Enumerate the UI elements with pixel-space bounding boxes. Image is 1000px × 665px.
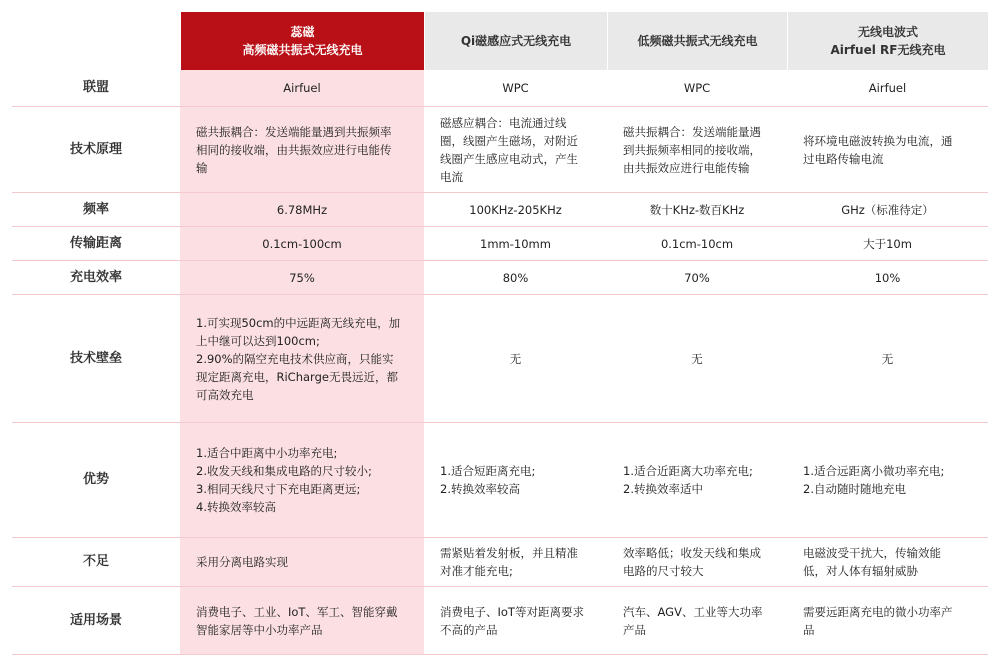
cell-text-line: 磁共振耦合：发送端能量遇 xyxy=(623,124,761,139)
row-label-shortcoming: 不足 xyxy=(12,538,180,587)
cell-advantage-main xyxy=(180,423,424,538)
header-main-line-1: 蕊磁 xyxy=(290,25,315,39)
cell-text-line: 低，对人体有辐射威胁 xyxy=(803,564,918,578)
cell-text-line: 输 xyxy=(196,160,208,175)
cell-text-line: 不高的产品 xyxy=(440,622,498,637)
cell-text-line: 消费电子、IoT等对距离要求 xyxy=(440,604,584,619)
cell-text-line: 圈，线圈产生磁场，对附近 xyxy=(440,133,578,148)
cell-barrier-low: 无 xyxy=(607,295,787,423)
cell-text-line: 品 xyxy=(803,622,815,637)
cell-text-line: 电磁波受干扰大，传输效能 xyxy=(803,546,941,560)
row-application-scenario xyxy=(12,587,988,655)
wireless-charging-comparison-table xyxy=(12,12,988,655)
cell-text-line: 1.适合中距离中小功率充电; xyxy=(196,446,338,460)
cell-text-line: 汽车、AGV、工业等大功率 xyxy=(623,604,763,619)
cell-text-line: 1.适合短距离充电; xyxy=(440,464,536,478)
cell-text-line: 线圈产生感应电动式，产生 xyxy=(440,151,578,166)
cell-text-line: 可高效充电 xyxy=(196,387,254,402)
cell-advantage-rf xyxy=(787,423,988,538)
cell-alliance-rf: Airfuel xyxy=(787,70,988,107)
cell-text-line: 需要远距离充电的微小功率产 xyxy=(803,604,953,619)
cell-text-line: 2.转换效率较高 xyxy=(440,482,520,496)
header-main-line-2: 高频磁共振式无线充电 xyxy=(242,43,363,57)
cell-frequency-rf: GHz（标准待定） xyxy=(787,193,988,227)
row-technical-barrier xyxy=(12,295,988,423)
cell-scenario-low xyxy=(607,587,787,655)
cell-shortcoming-low xyxy=(607,538,787,587)
row-label-distance: 传输距离 xyxy=(12,227,180,261)
cell-distance-low: 0.1cm-10cm xyxy=(607,227,787,261)
row-label-efficiency: 充电效率 xyxy=(12,261,180,295)
cell-advantage-low xyxy=(607,423,787,538)
row-advantage xyxy=(12,423,988,538)
header-rf-line-1: 无线电波式 xyxy=(857,25,918,39)
row-alliance xyxy=(12,70,988,107)
cell-frequency-low: 数十KHz-数百KHz xyxy=(607,193,787,227)
cell-principle-main xyxy=(180,107,424,193)
cell-text-line: 1.可实现50cm的中远距离无线充电，加 xyxy=(196,315,401,330)
cell-shortcoming-qi xyxy=(424,538,607,587)
cell-text-line: 电流 xyxy=(440,169,463,184)
row-frequency xyxy=(12,193,988,227)
cell-text-line: 上中继可以达到100cm; xyxy=(196,333,320,348)
cell-text-line: 3.相同天线尺寸下充电距离更远; xyxy=(196,482,361,496)
cell-text-line: 相同的接收端，由共振效应进行电能传 xyxy=(196,142,392,157)
cell-text-line: 4.转换效率较高 xyxy=(196,500,276,514)
header-radio-wave xyxy=(787,12,988,70)
cell-barrier-rf: 无 xyxy=(787,295,988,423)
row-label-advantage: 优势 xyxy=(12,423,180,538)
cell-efficiency-qi: 80% xyxy=(424,261,607,295)
cell-text-line: 磁共振耦合：发送端能量遇到共振频率 xyxy=(196,124,392,139)
row-label-frequency: 频率 xyxy=(12,193,180,227)
cell-alliance-low: WPC xyxy=(607,70,787,107)
row-principle xyxy=(12,107,988,193)
cell-text-line: 将环境电磁波转换为电流，通 xyxy=(803,133,953,148)
row-efficiency xyxy=(12,261,988,295)
cell-scenario-qi xyxy=(424,587,607,655)
cell-text-line: 2.90%的隔空充电技术供应商，只能实 xyxy=(196,351,394,366)
cell-principle-rf xyxy=(787,107,988,193)
cell-text-line: 采用分离电路实现 xyxy=(196,555,288,569)
cell-text-line: 需紧贴着发射板，并且精准 xyxy=(440,546,578,560)
cell-barrier-qi: 无 xyxy=(424,295,607,423)
cell-scenario-main xyxy=(180,587,424,655)
cell-text-line: 过电路传输电流 xyxy=(803,151,884,166)
header-qi-induction xyxy=(424,12,607,70)
cell-text-line: 电路的尺寸较大 xyxy=(623,564,704,578)
cell-principle-qi xyxy=(424,107,607,193)
cell-distance-rf: 大于10m xyxy=(787,227,988,261)
cell-shortcoming-rf xyxy=(787,538,988,587)
cell-text-line: 磁感应耦合：电流通过线 xyxy=(440,115,567,130)
cell-text-line: 产品 xyxy=(623,622,646,637)
cell-efficiency-rf: 10% xyxy=(787,261,988,295)
cell-advantage-qi xyxy=(424,423,607,538)
cell-text-line: 1.适合远距离小微功率充电; xyxy=(803,464,945,478)
cell-text-line: 2.转换效率适中 xyxy=(623,482,703,496)
cell-distance-main: 0.1cm-100cm xyxy=(180,227,424,261)
row-label-application-scenario: 适用场景 xyxy=(12,587,180,655)
cell-text-line: 消费电子、工业、IoT、军工、智能穿戴 xyxy=(196,604,398,619)
cell-efficiency-main: 75% xyxy=(180,261,424,295)
cell-barrier-main xyxy=(180,295,424,423)
row-distance xyxy=(12,227,988,261)
cell-efficiency-low: 70% xyxy=(607,261,787,295)
cell-text-line: 1.适合近距离大功率充电; xyxy=(623,464,753,478)
header-low-frequency-resonance xyxy=(607,12,787,70)
row-label-alliance: 联盟 xyxy=(12,70,180,107)
cell-text-line: 智能家居等中小功率产品 xyxy=(196,622,323,637)
cell-shortcoming-main xyxy=(180,538,424,587)
cell-text-line: 2.收发天线和集成电路的尺寸较小; xyxy=(196,464,372,478)
cell-scenario-rf xyxy=(787,587,988,655)
cell-frequency-qi: 100KHz-205KHz xyxy=(424,193,607,227)
row-shortcoming xyxy=(12,538,988,587)
cell-alliance-qi: WPC xyxy=(424,70,607,107)
cell-text-line: 现定距离充电，RiCharge无畏远近，都 xyxy=(196,369,398,384)
cell-text-line: 2.自动随时随地充电 xyxy=(803,482,906,496)
cell-principle-low xyxy=(607,107,787,193)
cell-frequency-main: 6.78MHz xyxy=(180,193,424,227)
cell-text-line: 对准才能充电; xyxy=(440,564,513,578)
header-blank-cell xyxy=(12,12,180,70)
cell-text-line: 效率略低；收发天线和集成 xyxy=(623,546,761,560)
cell-text-line: 由共振效应进行电能传输 xyxy=(623,160,750,175)
header-rf-line-2: Airfuel RF无线充电 xyxy=(830,43,946,57)
cell-text-line: 到共振频率相同的接收端， xyxy=(623,142,761,157)
header-qi-line-1: Qi磁感应式无线充电 xyxy=(460,34,572,48)
header-row xyxy=(12,12,988,70)
row-label-technical-barrier: 技术壁垒 xyxy=(12,295,180,423)
cell-distance-qi: 1mm-10mm xyxy=(424,227,607,261)
row-label-principle: 技术原理 xyxy=(12,107,180,193)
header-ruici-high-frequency xyxy=(180,12,424,70)
cell-alliance-main: Airfuel xyxy=(180,70,424,107)
header-low-line-1: 低频磁共振式无线充电 xyxy=(637,34,758,48)
